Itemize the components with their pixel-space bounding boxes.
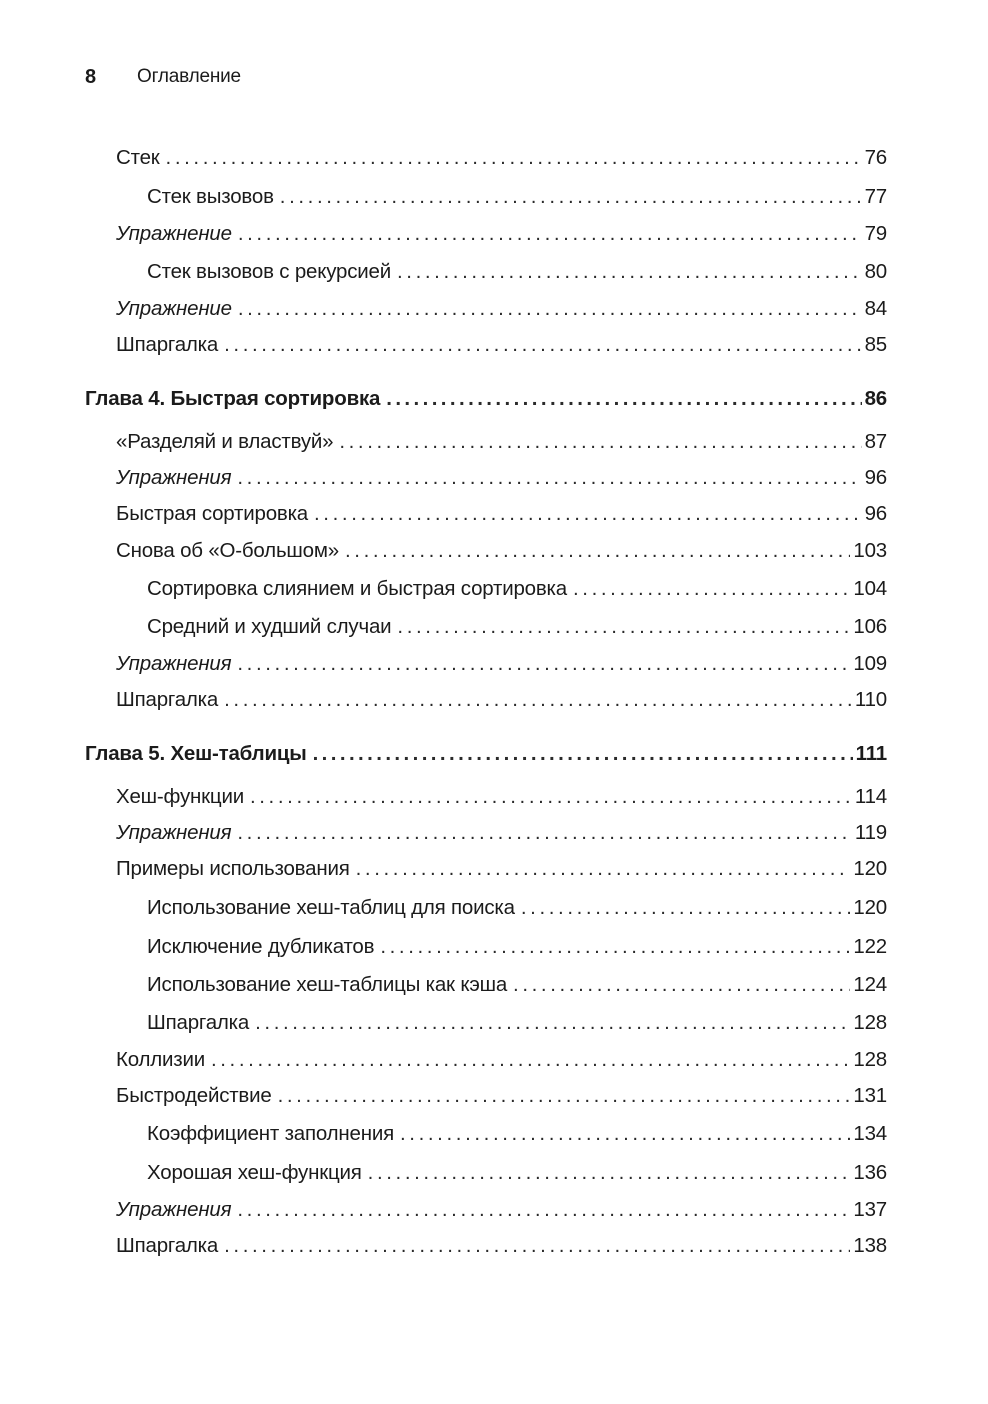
toc-entry-title: Снова об «О-большом»: [116, 539, 339, 562]
toc-entry-page-number: 96: [864, 502, 887, 525]
toc-entry: [147, 970, 887, 1000]
toc-entry-page-number: 110: [854, 688, 887, 711]
toc-entry-title: Коллизии: [116, 1048, 205, 1071]
toc-entry-page-number: 77: [864, 185, 887, 208]
toc-entry: [147, 182, 887, 212]
toc-entry-title: Стек: [116, 146, 160, 169]
toc-entry-title: Хорошая хеш-функция: [147, 1161, 362, 1184]
toc-entry-title: Примеры использования: [116, 857, 350, 880]
toc-entry-page-number: 120: [853, 896, 887, 919]
toc-entry-page-number: 84: [864, 297, 887, 320]
toc-entry-page-number: 111: [855, 742, 887, 765]
toc-leader-dots: [238, 219, 862, 249]
toc-leader-dots: [255, 1008, 850, 1038]
toc-leader-dots: [345, 536, 850, 566]
toc-entry-page-number: 103: [853, 539, 887, 562]
toc-entry: [116, 143, 887, 173]
toc-chapter-entry: [85, 739, 887, 769]
toc-entry-title: Шпаргалка: [116, 688, 219, 711]
toc-leader-dots: [224, 1231, 850, 1261]
toc-leader-dots: [280, 182, 862, 212]
toc-leader-dots: [397, 612, 850, 642]
toc-entry-title: Исключение дубликатов: [147, 935, 375, 958]
toc-entry: [116, 818, 887, 848]
toc-entry-page-number: 134: [853, 1122, 887, 1145]
toc-leader-dots: [380, 932, 850, 962]
toc-entry-title: Шпаргалка: [116, 1234, 219, 1257]
toc-entry-title: Стек вызовов с рекурсией: [147, 260, 391, 283]
toc-entry: [116, 1231, 887, 1261]
toc-entry-title: Глава 5. Хеш-таблицы: [85, 742, 307, 765]
toc-entry-title: Средний и худший случаи: [147, 615, 392, 638]
toc-entry-page-number: 87: [864, 430, 887, 453]
toc-entry-title: «Разделяй и властвуй»: [116, 430, 334, 453]
toc-entry-page-number: 104: [853, 577, 887, 600]
toc-chapter-entry: [85, 384, 887, 414]
toc-entry: [147, 932, 887, 962]
toc-entry-page-number: 76: [864, 146, 887, 169]
toc-entry: [147, 1158, 887, 1188]
page-number: 8: [85, 65, 97, 88]
toc-leader-dots: [166, 143, 862, 173]
toc-entry: [116, 1195, 887, 1225]
toc-entry-title: Хеш-функции: [116, 785, 244, 808]
toc-entry: [116, 685, 887, 715]
toc-entry-page-number: 131: [853, 1084, 887, 1107]
toc-leader-dots: [314, 499, 862, 529]
toc-entry-page-number: 137: [853, 1198, 887, 1221]
toc-leader-dots: [237, 463, 861, 493]
toc-entry: [116, 294, 887, 324]
toc-leader-dots: [521, 893, 851, 923]
toc-leader-dots: [238, 294, 862, 324]
toc-entry: [116, 649, 887, 679]
toc-leader-dots: [313, 739, 853, 769]
toc-entry-title: Шпаргалка: [147, 1011, 250, 1034]
toc-entry-page-number: 120: [853, 857, 887, 880]
toc-leader-dots: [224, 330, 861, 360]
toc-leader-dots: [386, 384, 861, 414]
toc-entry-page-number: 114: [854, 785, 887, 808]
toc-entry-title: Использование хеш-таблиц для поиска: [147, 896, 515, 919]
toc-entry: [116, 463, 887, 493]
toc-entry: [116, 499, 887, 529]
toc-entry-page-number: 79: [864, 222, 887, 245]
toc-entry-title: Быстрая сортировка: [116, 502, 309, 525]
toc-entry-title: Упражнение: [116, 297, 232, 320]
toc-leader-dots: [250, 782, 852, 812]
toc-entry: [147, 612, 887, 642]
toc-entry: [116, 1081, 887, 1111]
toc-entry-title: Стек вызовов: [147, 185, 274, 208]
toc-entry-title: Быстродействие: [116, 1084, 272, 1107]
toc-entry: [147, 1008, 887, 1038]
toc-entry-page-number: 122: [853, 935, 887, 958]
toc-entry-title: Упражнения: [116, 652, 232, 675]
toc-entry-page-number: 80: [864, 260, 887, 283]
toc-entry-page-number: 136: [853, 1161, 887, 1184]
toc-leader-dots: [356, 854, 851, 884]
toc-entry-title: Упражнения: [116, 466, 232, 489]
toc-entry-page-number: 96: [864, 466, 887, 489]
toc-entry: [116, 536, 887, 566]
toc-entry-page-number: 128: [853, 1011, 887, 1034]
toc-entry: [147, 574, 887, 604]
toc-entry-page-number: 138: [853, 1234, 887, 1257]
toc-entry-title: Использование хеш-таблицы как кэша: [147, 973, 508, 996]
toc-leader-dots: [397, 257, 862, 287]
toc-entry-title: Упражнения: [116, 821, 232, 844]
toc-leader-dots: [573, 574, 850, 604]
toc-entry: [116, 219, 887, 249]
toc-entry-title: Коэффициент заполнения: [147, 1122, 394, 1145]
page-header: [85, 62, 241, 92]
toc-leader-dots: [368, 1158, 851, 1188]
toc-entry-title: Упражнение: [116, 222, 232, 245]
toc-entry-page-number: 85: [864, 333, 887, 356]
toc-entry: [116, 782, 887, 812]
running-header-title: Оглавление: [137, 66, 241, 87]
toc-entry-page-number: 109: [853, 652, 887, 675]
toc-entry-page-number: 106: [853, 615, 887, 638]
toc-leader-dots: [339, 427, 861, 457]
toc-entry-page-number: 128: [853, 1048, 887, 1071]
toc-leader-dots: [513, 970, 850, 1000]
toc-leader-dots: [278, 1081, 851, 1111]
toc-entry-title: Упражнения: [116, 1198, 232, 1221]
toc-entry: [116, 427, 887, 457]
toc-leader-dots: [400, 1119, 850, 1149]
toc-leader-dots: [237, 818, 852, 848]
toc-entry-page-number: 86: [864, 387, 887, 410]
toc-leader-dots: [237, 649, 850, 679]
toc-entry: [116, 330, 887, 360]
toc-entry: [147, 893, 887, 923]
toc-leader-dots: [211, 1045, 850, 1075]
toc-entry-title: Сортировка слиянием и быстрая сортировка: [147, 577, 567, 600]
toc-leader-dots: [237, 1195, 850, 1225]
toc-entry: [116, 854, 887, 884]
toc-entry-page-number: 124: [853, 973, 887, 996]
toc-entry: [147, 257, 887, 287]
toc-leader-dots: [224, 685, 852, 715]
toc-entry: [116, 1045, 887, 1075]
toc-entry-title: Глава 4. Быстрая сортировка: [85, 387, 381, 410]
toc-entry: [147, 1119, 887, 1149]
toc-entry-page-number: 119: [854, 821, 887, 844]
toc-entry-title: Шпаргалка: [116, 333, 219, 356]
